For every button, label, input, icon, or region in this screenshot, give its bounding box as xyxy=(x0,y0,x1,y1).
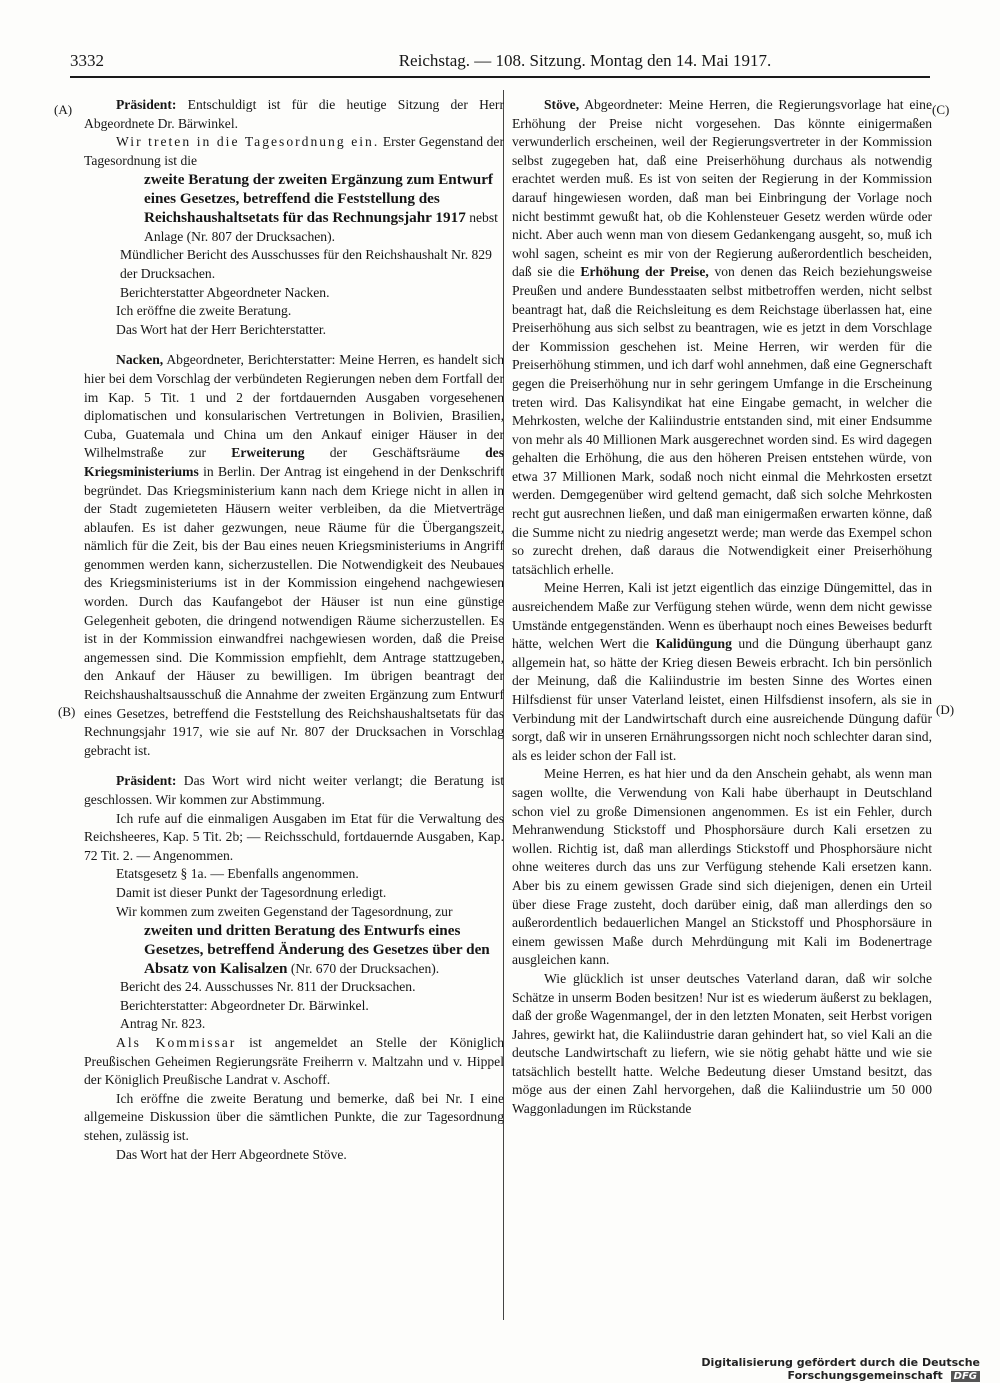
report-line: Mündlicher Bericht des Ausschusses für den Reichshaushalt Nr. 829 der Drucksachen. xyxy=(120,247,492,281)
paragraph: Das Wort hat der Herr Abgeordnete Stöve. xyxy=(116,1146,347,1162)
digitization-credit: Digitalisierung gefördert durch die Deutsche Forschungsgemeinschaft DFG xyxy=(701,1356,980,1382)
left-column xyxy=(84,96,504,1164)
paragraph: Wie glücklich ist unser deutsches Vaterland daran, daß wir solche Schätze in unserm Boden besitzen! Nur ist es wiederum äußerst zu beklagen, daß der große Wagenmangel, der in den letzten Monaten, seit Herbst vorigen Jahres, gewirkt hat, die Kaliindustrie daran gehindert hat, so viel Kali an die deutsche Landwirtschaft zu liefern, wie sie nötig gehabt hätte und wie sie tatsächlich bestellt hatte. Welche Bedeutung dieser Umstand besitzt, das möge aus der einen Zahl hervorgehen, daß die Kaliindustrie um 50 000 Waggonladungen im Rückstande xyxy=(512,970,932,1117)
header-rule xyxy=(70,76,930,78)
paragraph: Ich eröffne die zweite Beratung. xyxy=(116,303,292,319)
paragraph: Ich eröffne die zweite Beratung und bemerke, daß bei Nr. I eine allgemeine Diskussion über die sämtlichen Punkte, die zur Tagesordnung stehen, zulässig ist. xyxy=(84,1090,504,1143)
report-line: Antrag Nr. 823. xyxy=(120,1016,206,1032)
paragraph: Präsident: Entschuldigt ist für die heutige Sitzung der Herr Abgeordnete Dr. Bärwinkel. xyxy=(84,97,504,131)
paragraph: Damit ist dieser Punkt der Tagesordnung erledigt. xyxy=(116,884,387,900)
margin-letter-b: (B) xyxy=(58,704,76,719)
paragraph: Ich rufe auf die einmaligen Ausgaben im Etat für die Verwaltung des Reichsheeres, Kap. 5 Tit. 2b; — Reichsschuld, fortdauernde Ausgaben, Kap. 72 Tit. 2. — Angenommen. xyxy=(84,810,504,863)
report-line: Bericht des 24. Ausschusses Nr. 811 der Drucksachen. xyxy=(120,979,416,995)
report-line: Berichterstatter: Abgeordneter Dr. Bärwinkel. xyxy=(120,997,369,1013)
paragraph: Meine Herren, es hat hier und da den Anschein gehabt, als wenn man sagen wollte, die Verwendung von Kali habe überhaupt in Deutschland schon viel zu große Dimensionen angenommen. Es ist ein Fehler, durch Mehranwendung Stickstoff und Phosphorsäure durch Kali ersetzen zu wollen. Richtig ist, daß man allerdings Stickstoff und Phosphorsäure nicht ohne weiteres durch das uns zur Verfügung stehende Kali ersetzen kann. Aber bis zu einem gewissen Grade sind sich diejenigen, denen ein Urteil über diese Frage zusteht, doch darüber einig, daß man allerdings den so außerordentlich bedauerlichen Mangel an Stickstoff und Phosphorsäure in einem gewissen Maße durch Mehrdüngung mit Kali im Bodenertrage ausgleichen kann. xyxy=(512,766,932,968)
dfg-logo: DFG xyxy=(951,1371,980,1382)
speaker-name: Nacken, xyxy=(116,352,164,368)
running-title: Reichstag. — 108. Sitzung. Montag den 14. Mai 1917. xyxy=(398,51,772,70)
report-line: Berichterstatter Abgeordneter Nacken. xyxy=(120,284,330,300)
margin-letter-d: (D) xyxy=(936,702,955,717)
paragraph: Als Kommissar ist angemeldet an Stelle der Königlich Preußischen Geheimen Regierungsräte Freiherrn v. Maltzahn und v. Hippel der Königlich Preußische Landrat v. Aschoff. xyxy=(84,1034,504,1088)
right-column xyxy=(512,96,932,1119)
paragraph: Stöve, Abgeordneter: Meine Herren, die Regierungsvorlage hat eine Erhöhung der Preise nicht vorgesehen. Das könnte einigermaßen verwunderlich erscheinen, weil der Regierungsvertreter in der Kommission selbst zugegeben hat, daß eine Preiserhöhung durchaus als notwendig erachtet werden muß. Es ist von seiten der Regierung in der Kommission darauf hingewiesen worden, daß man bei Einbringung der Vorlage noch nicht bestimmt gewußt hat, ob die Kohlensteuer Gesetz werden würde oder nicht. Aber auch wenn man von diesem Gedankengang ausgeht, so, muß ich wohl sagen, scheint es mir von der Regierung außerordentlich bescheiden, daß sie die Erhöhung der Preise, von denen das Reich beziehungsweise Preußen und andere Bundesstaaten selbst mitbetroffen werden, nicht selbst beantragt hat, daß die Reichsleitung es dem Reichstage überlassen hat, eine Preiserhöhung aus sich selbst zu beantragen, wie es jetzt in dem Vorschlage der Kommission geschehen ist. Meine Herren, wir werden für die Preiserhöhung stimmen, und ich darf wohl annehmen, daß eine Gegnerschaft gegen die Preiserhöhung nur in sehr geringem Umfange in die Erscheinung treten wird. Das Kalisyndikat hat eine Eingabe gemacht, in welcher die Mehrkosten, welche der Kaliindustrie entstanden sind, mit einer Endsumme von mehr als 40 Millionen Mark ausgerechnet worden sind. Es wird dagegen gehalten die Erhöhung, die aus den höheren Preisen entstehen würde, von etwa 37 Millionen Mark, sodaß noch nicht einmal die Mehrkosten ersetzt werden. Demgegenüber wird geltend gemacht, daß sich solche Mehrkosten recht gut ausrechnen ließen, und daß man einigermaßen erwarten könne, daß die Summe nicht zu niedrig angesetzt werde; man werde das Exempel schon so zurecht drehen, daß daraus die Notwendigkeit einer Preiserhöhung tatsächlich erhelle. xyxy=(512,97,932,577)
page-header xyxy=(70,51,930,77)
paragraph: Wir treten in die Tagesordnung ein. Erster Gegenstand der Tagesordnung ist die xyxy=(84,134,504,168)
agenda-item-title: zweite Beratung der zweiten Ergänzung zum Entwurf eines Gesetzes, betreffend die Feststellung des Reichshaushaltsetats für das Rechnungsjahr 1917 nebst Anlage (Nr. 807 der Drucksachen). xyxy=(144,171,498,245)
paragraph: Wir kommen zum zweiten Gegenstand der Tagesordnung, zur xyxy=(116,903,453,919)
paragraph: Meine Herren, Kali ist jetzt eigentlich das einzige Düngemittel, das in ausreichendem Maße zur Verfügung stehen würde, wenn dem nicht gewisse Umstände entgegenständen. Wenn es überhaupt noch eines Beweises bedurft hätte, welchen Wert die Kalidüngung und die Düngung überhaupt ganz allgemein hat, so hätte der Krieg diesen Beweis erbracht. Ich bin persönlich der Meinung, daß die Kaliindustrie im besten Sinne des Wortes einen Hilfsdienst für unser Vaterland leistet, einen Hilfsdienst insofern, als sie in Verbindung mit der Landwirtschaft durch eine ausreichende Düngung dafür sorgt, daß wir in unseren Ernährungssorgen nicht noch schlechter daran sind, als es leider schon der Fall ist. xyxy=(512,580,933,763)
paragraph: Das Wort hat der Herr Berichterstatter. xyxy=(116,321,327,337)
paragraph: Etatsgesetz § 1a. — Ebenfalls angenommen. xyxy=(116,866,359,882)
agenda-item-title: zweiten und dritten Beratung des Entwurfs eines Gesetzes, betreffend Änderung des Gesetzes über den Absatz von Kalisalzen (Nr. 670 der Drucksachen). xyxy=(144,922,490,978)
paragraph: Präsident: Das Wort wird nicht weiter verlangt; die Beratung ist geschlossen. Wir kommen zur Abstimmung. xyxy=(84,773,504,807)
paragraph: Nacken, Abgeordneter, Berichterstatter: Meine Herren, es handelt sich hier bei dem Vorschlag der verbündeten Regierungen neben dem Fortfall der im Kap. 5 Tit. 1 und 2 der fortdauernden Ausgaben vorgesehenen diplomatischen und konsularischen Vertretungen in Bolivien, Brasilien, Cuba, Guatemala und China um den Ankauf einiger Häuser in der Wilhelmstraße zur Erweiterung der Geschäftsräume des Kriegsministeriums in Berlin. Der Antrag ist eingehend in der Denkschrift begründet. Das Kriegsministerium kann nach dem Kriege nicht in allen in der Stadt zugemieteten Häusern weiter verbleiben, da die Mietverträge ablaufen. Es ist daher gezwungen, neue Räume für die Übergangszeit, nämlich für die Zeit, bis der Bau eines neuen Kriegsministeriums in Angriff genommen werden kann, sicherzustellen. Die Notwendigkeit des Neubaues des Kriegsministeriums ist in der Kommission eingehend nachgewiesen worden. Durch das Kaufangebot der Häuser ist nun eine günstige Gelegenheit geboten, die dringend notwendigen Räume sicherzustellen. Es ist in der Kommission einwandfrei nachgewiesen worden, daß die Preise angemessen sind. Die Kommission empfiehlt, dem Antrage stattzugeben, den Ankauf der Häuser zu bewilligen. Im übrigen beantragt der Reichshaushaltsausschuß die Annahme der zweiten Ergänzung zum Entwurf eines Gesetzes, betreffend die Feststellung des Reichshaushaltsetats für das Rechnungsjahr 1917, wie sie auf Nr. 807 der Drucksachen in Vorschlag gebracht ist. xyxy=(84,352,504,758)
page-number: 3332 xyxy=(70,51,104,70)
speaker-name: Stöve, xyxy=(544,97,580,112)
margin-letter-c: (C) xyxy=(932,102,950,117)
margin-letter-a: (A) xyxy=(54,102,73,117)
speaker-name: Präsident: xyxy=(116,773,177,789)
speaker-name: Präsident: xyxy=(116,97,177,112)
